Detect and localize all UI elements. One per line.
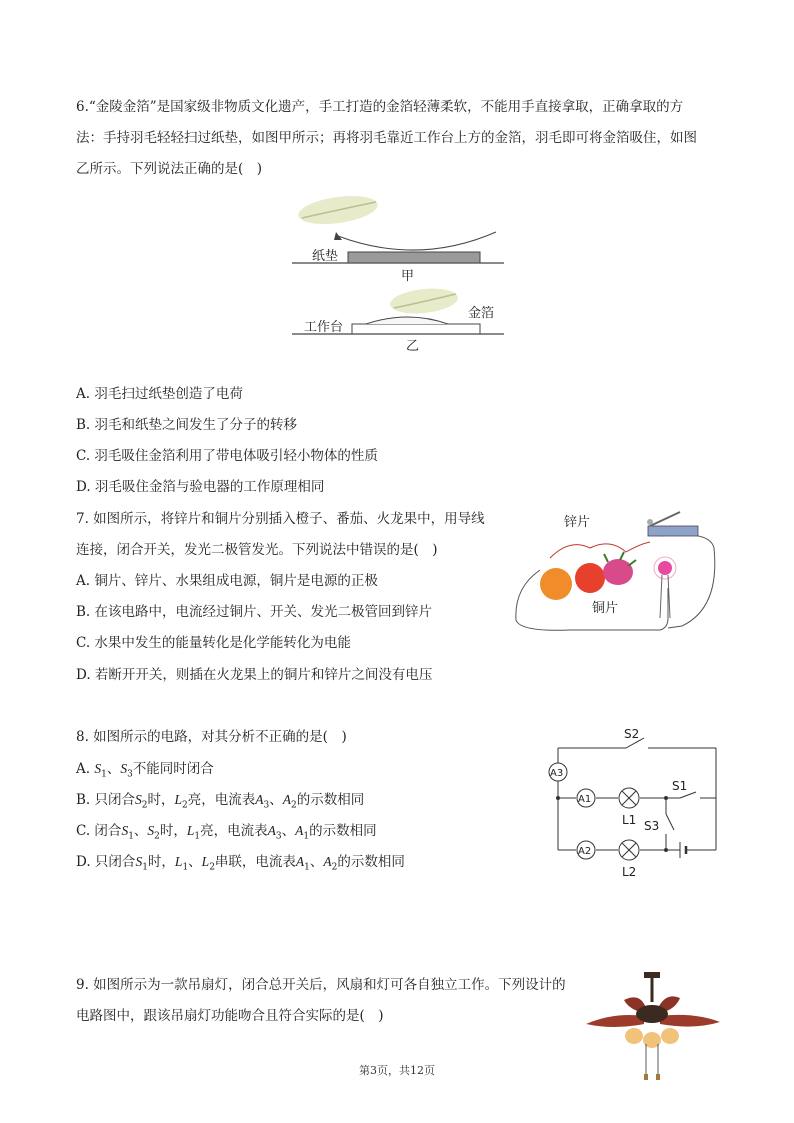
q7-option-c: C. 水果中发生的能量转化是化学能转化为电能 <box>76 635 351 651</box>
q8-option-d: D. 只闭合$S_1$时，$L_1$、$L_2$串联，电流表$A_1$、$A_2$的示数相同 <box>76 854 405 873</box>
q7-option-a: A. 铜片、锌片、水果组成电源，铜片是电源的正极 <box>76 573 378 589</box>
q7-figure <box>510 508 726 636</box>
q6-line-3: 乙所示。下列说法正确的是( ) <box>76 161 263 177</box>
q6-figure <box>288 188 510 354</box>
switch-image <box>647 512 698 536</box>
q9-line-2: 电路图中，跟该吊扇灯功能吻合且符合实际的是( ) <box>76 1008 384 1024</box>
q6-line-1: 6.“金陵金箔”是国家级非物质文化遗产，手工打造的金箔轻薄柔软，不能用手直接拿取，正确拿取的方 <box>76 99 684 115</box>
q7-stem <box>76 504 485 566</box>
q7-label-zinc: 锌片 <box>564 515 591 530</box>
q8-label-l1: L1 <box>622 813 637 827</box>
q8-label-a1: A1 <box>578 794 592 805</box>
q7-line-1: 7. 如图所示，将锌片和铜片分别插入橙子、番茄、火龙果中，用导线 <box>76 511 485 527</box>
q7-option-d: D. 若断开开关，则插在火龙果上的铜片和锌片之间没有电压 <box>76 667 433 683</box>
feather-image <box>297 192 380 229</box>
q8-label-s2: S2 <box>624 727 640 741</box>
q6-label-paper-pad: 纸垫 <box>312 249 339 264</box>
q8-label-s3: S3 <box>644 819 660 833</box>
fruits-image <box>540 552 636 600</box>
q7-label-copper: 铜片 <box>592 601 619 616</box>
q6-stem <box>76 92 697 185</box>
q9-stem <box>76 970 566 1032</box>
page-footer: 第3页，共12页 <box>359 1064 435 1077</box>
q6-label-jia: 甲 <box>401 269 415 284</box>
q8-label-s1: S1 <box>672 779 688 793</box>
q8-label-a3: A3 <box>550 768 564 779</box>
q6-line-2: 法：手持羽毛轻轻扫过纸垫，如图甲所示；再将羽毛靠近工作台上方的金箔，羽毛即可将金箔吸住，如图 <box>76 130 697 146</box>
led-image <box>654 557 676 618</box>
q8-label-l2: L2 <box>622 865 637 879</box>
feather-image-2 <box>389 286 459 317</box>
q6-label-workbench: 工作台 <box>304 320 344 335</box>
q6-option-c: C. 羽毛吸住金箔利用了带电体吸引轻小物体的性质 <box>76 448 378 464</box>
q9-line-1: 9. 如图所示为一款吊扇灯，闭合总开关后，风扇和灯可各自独立工作。下列设计的 <box>76 977 566 993</box>
q7-line-2: 连接，闭合开关，发光二极管发光。下列说法中错误的是( ) <box>76 542 438 558</box>
q6-option-a: A. 羽毛扫过纸垫创造了电荷 <box>76 386 243 402</box>
q6-option-b: B. 羽毛和纸垫之间发生了分子的转移 <box>76 417 298 433</box>
q8-option-a: A. $S_1$、$S_3$不能同时闭合 <box>76 761 214 780</box>
q8-stem: 8. 如图所示的电路，对其分析不正确的是( ) <box>76 729 347 745</box>
q8-circuit <box>540 722 726 884</box>
q8-option-c: C. 闭合$S_1$、$S_2$时，$L_1$亮，电流表$A_3$、$A_1$的示数相同 <box>76 823 377 842</box>
q8-label-a2: A2 <box>578 846 592 857</box>
q6-label-gold-foil: 金箔 <box>468 306 495 321</box>
q8-option-b: B. 只闭合$S_2$时，$L_2$亮，电流表$A_3$、$A_2$的示数相同 <box>76 792 365 811</box>
q6-option-d: D. 羽毛吸住金箔与验电器的工作原理相同 <box>76 479 325 495</box>
q6-label-yi: 乙 <box>406 339 420 354</box>
q7-option-b: B. 在该电路中，电流经过铜片、开关、发光二极管回到锌片 <box>76 604 433 620</box>
